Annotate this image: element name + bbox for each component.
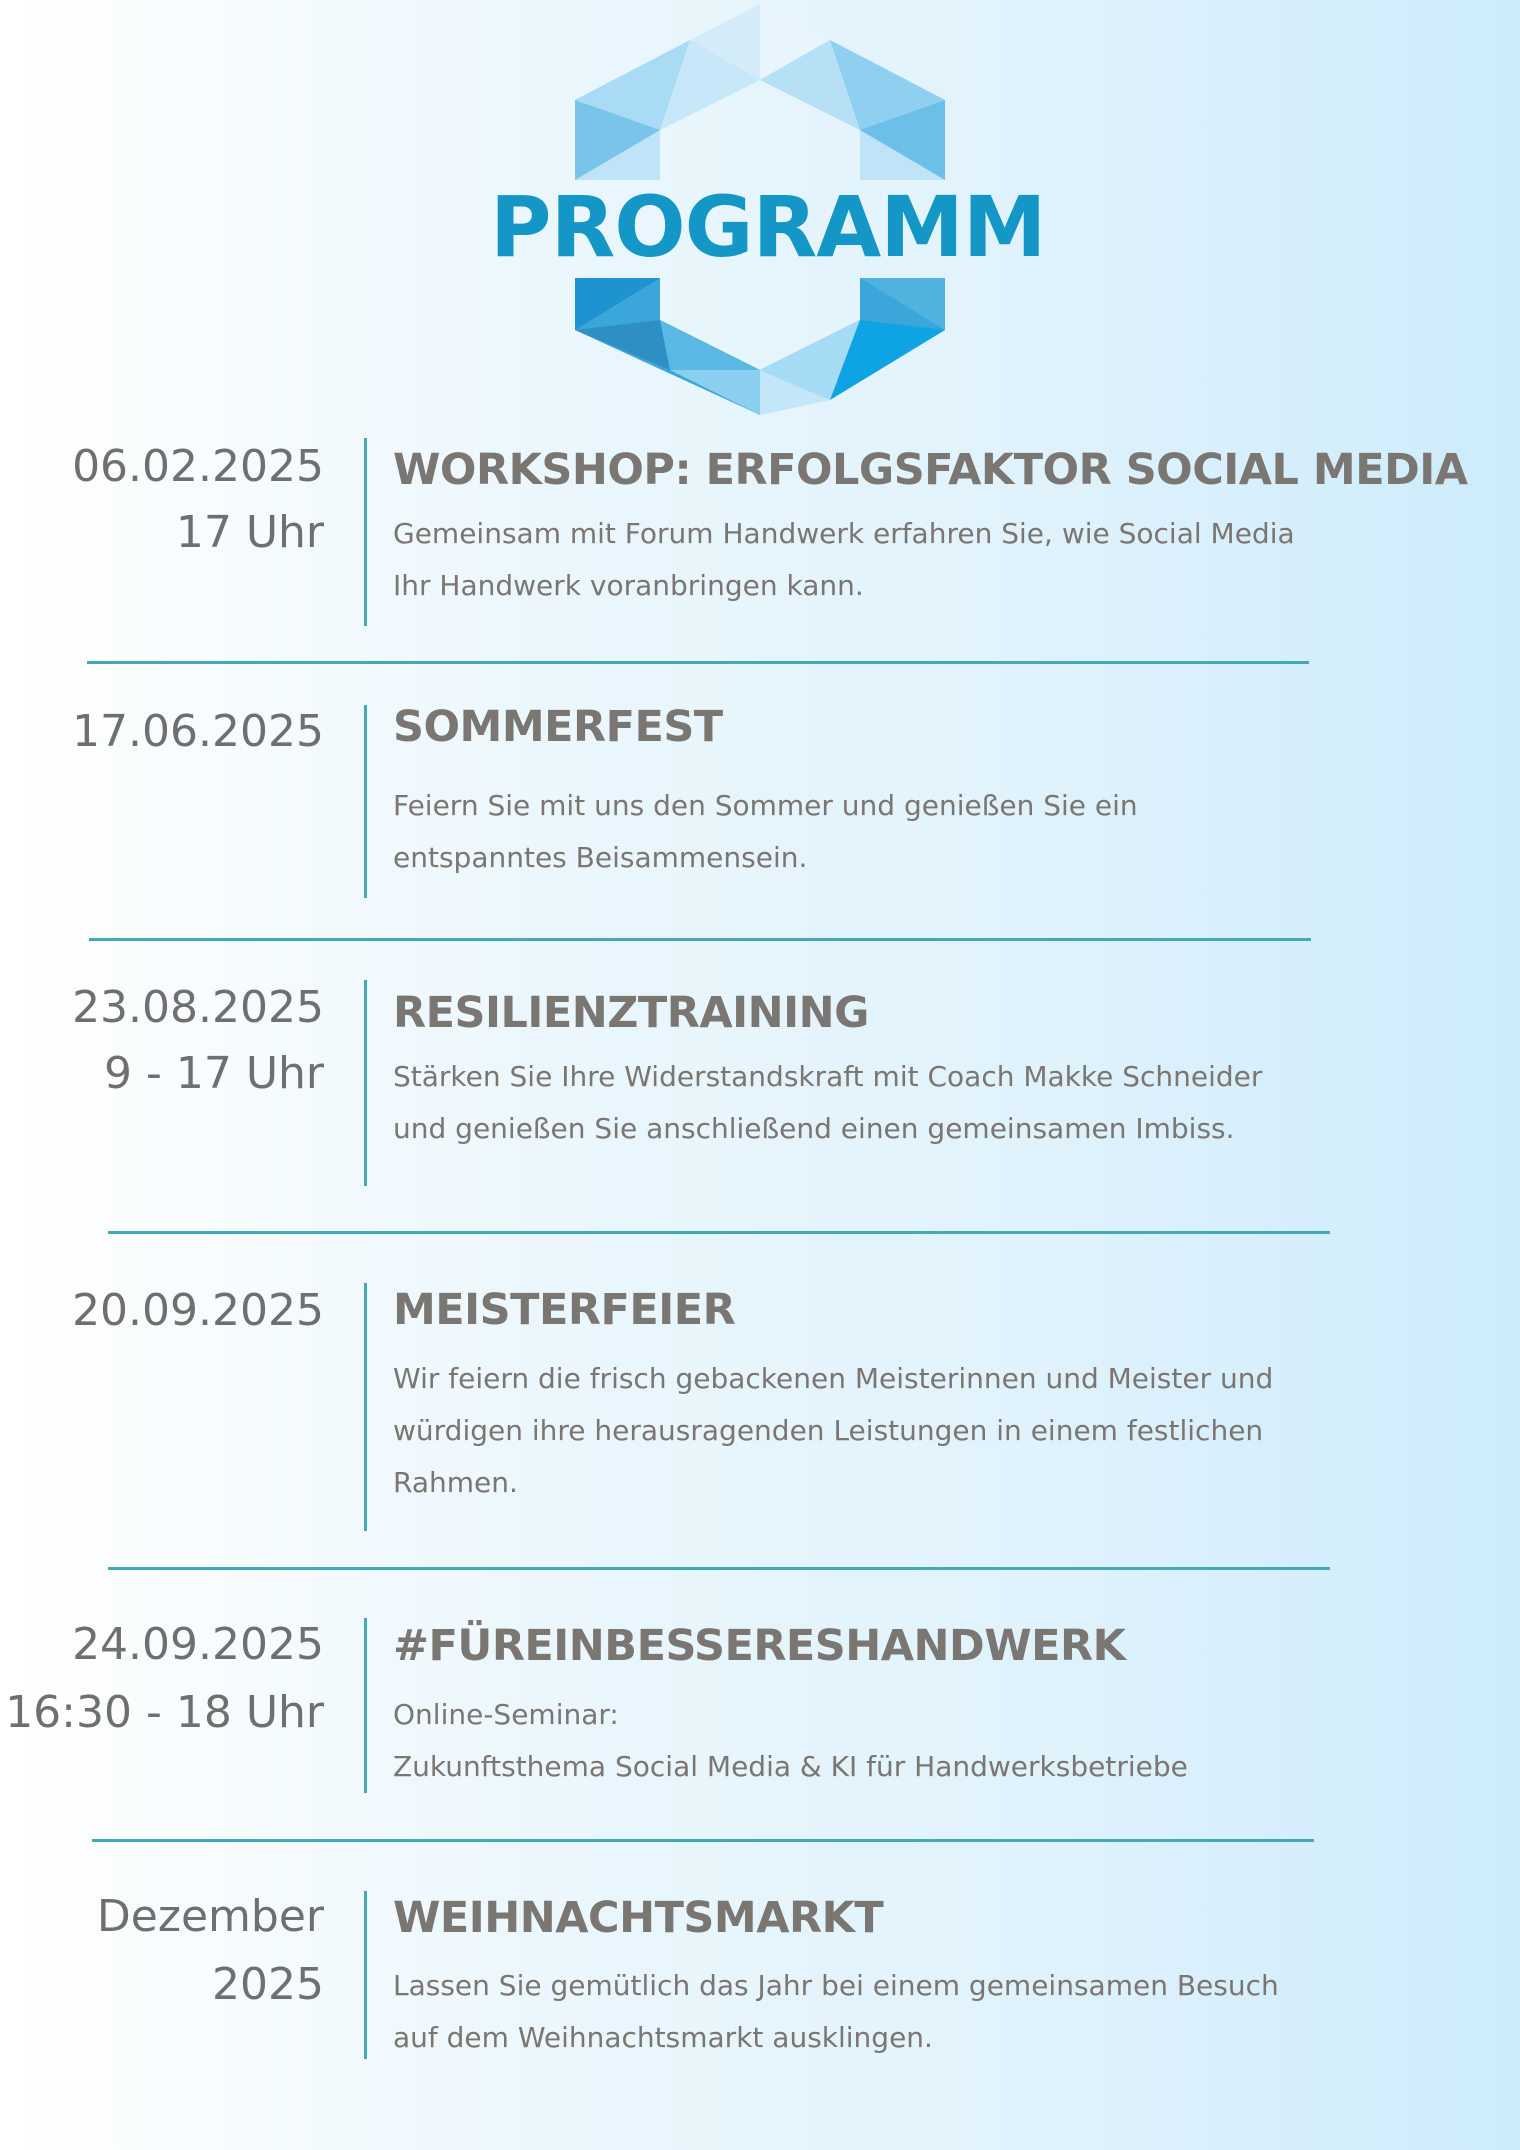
section-divider [108, 1567, 1330, 1570]
vertical-divider [364, 438, 367, 626]
event-description: Lassen Sie gemütlich das Jahr bei einem gemeinsamen Besuch auf dem Weihnachtsmarkt ausklingen. [393, 1969, 1279, 2054]
event-description: Gemeinsam mit Forum Handwerk erfahren Sie, wie Social Media Ihr Handwerk voranbringen kann. [393, 517, 1295, 602]
event-date: 20.09.2025 [72, 1285, 324, 1336]
section-divider [87, 661, 1309, 664]
event-time: 2025 [212, 1959, 324, 2010]
event-date: 24.09.2025 [72, 1619, 324, 1670]
programm-logo [490, 0, 1046, 420]
vertical-divider [364, 1891, 367, 2059]
event-description-line-2: Zukunftsthema Social Media & KI für Handwerksbetriebe [393, 1750, 1188, 1783]
event-time: 9 - 17 Uhr [104, 1048, 324, 1099]
event-date: 17.06.2025 [72, 706, 324, 757]
event-date: 06.02.2025 [72, 441, 324, 492]
event-description-line-1: Online-Seminar: [393, 1698, 619, 1731]
event-time: 17 Uhr [175, 507, 324, 558]
event-date: 23.08.2025 [72, 982, 324, 1033]
event-title: #FÜREINBESSERESHANDWERK [393, 1621, 1126, 1671]
event-time: 16:30 - 18 Uhr [5, 1687, 324, 1738]
section-divider [89, 938, 1311, 941]
event-title: RESILIENZTRAINING [393, 988, 869, 1038]
event-description: Wir feiern die frisch gebackenen Meisterinnen und Meister und würdigen ihre herausragenden Leistungen in einem festlichen Rahmen. [393, 1362, 1274, 1499]
vertical-divider [364, 705, 367, 898]
event-description: Feiern Sie mit uns den Sommer und genießen Sie ein entspanntes Beisammensein. [393, 789, 1138, 874]
section-divider [108, 1231, 1330, 1234]
event-title: SOMMERFEST [393, 702, 723, 752]
section-divider [92, 1839, 1314, 1842]
page-title: PROGRAMM [490, 178, 1046, 276]
vertical-divider [364, 1618, 367, 1793]
event-title: MEISTERFEIER [393, 1285, 736, 1335]
event-date: Dezember [96, 1891, 324, 1942]
event-title: WORKSHOP: ERFOLGSFAKTOR SOCIAL MEDIA [393, 445, 1468, 495]
vertical-divider [364, 1283, 367, 1531]
vertical-divider [364, 980, 367, 1186]
event-description: Stärken Sie Ihre Widerstandskraft mit Coach Makke Schneider und genießen Sie anschließend einen gemeinsamen Imbiss. [393, 1060, 1263, 1145]
event-title: WEIHNACHTSMARKT [393, 1893, 884, 1943]
